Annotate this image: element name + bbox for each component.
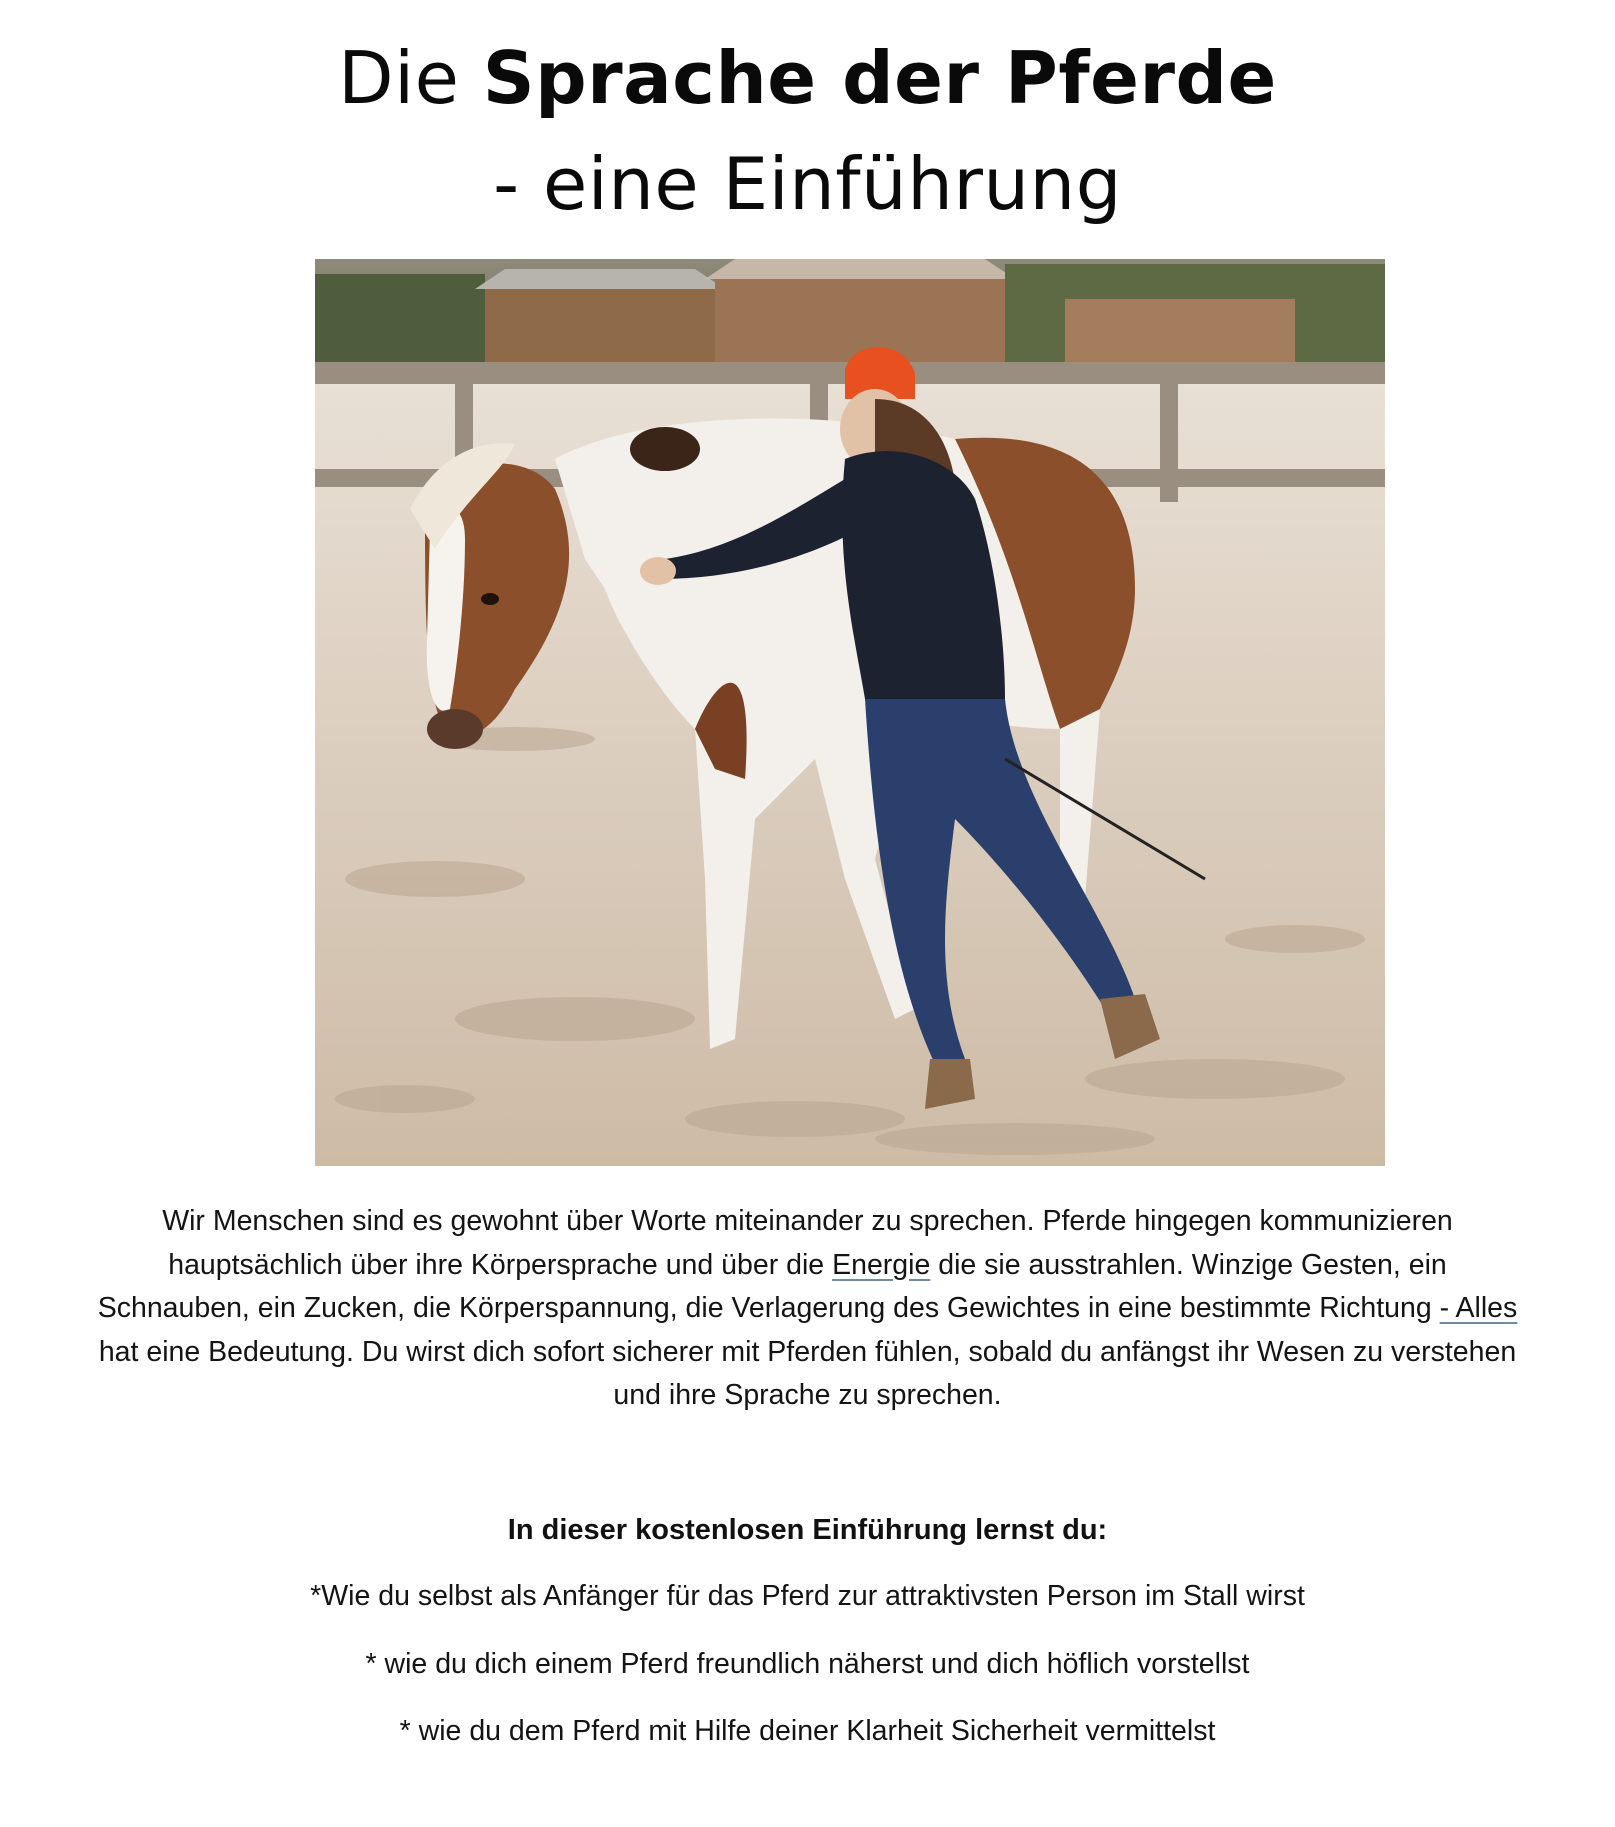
alles-link[interactable]: - Alles <box>1439 1292 1518 1324</box>
intro-text-3: hat eine Bedeutung. Du wirst dich sofort sicherer mit Pferden fühlen, sobald du anfängst ihr Wesen zu verstehen und ihre Sprache zu sprechen. <box>98 1335 1517 1411</box>
energie-link[interactable]: Energie <box>832 1248 931 1281</box>
photo-barn <box>485 284 715 364</box>
title-word-die: Die <box>338 36 460 120</box>
photo-hedge <box>315 274 485 364</box>
page-title-line-1 <box>0 28 1615 128</box>
list-item: * wie du dich einem Pferd freundlich näherst und dich höflich vorstellst <box>365 1648 1250 1680</box>
photo-house <box>715 274 1005 364</box>
intro-text-2: die sie ausstrahlen. Winzige Gesten, ein Schnauben, ein Zucken, die Körperspannung, die Verlagerung des Gewichtes in eine bestimmte Richtung <box>97 1248 1447 1324</box>
title-emphasis: Sprache der Pferde <box>482 36 1277 120</box>
horse-photo <box>315 259 1385 1166</box>
page-title-line-2: - eine Einführung <box>493 142 1122 226</box>
list-item: *Wie du selbst als Anfänger für das Pferd zur attraktivsten Person im Stall wirst <box>310 1580 1305 1612</box>
intro-text-1: Wir Menschen sind es gewohnt über Worte miteinander zu sprechen. Pferde hingegen kommunizieren hauptsächlich über ihre Körpersprache und über die <box>162 1205 1453 1281</box>
list-item: * wie du dem Pferd mit Hilfe deiner Klarheit Sicherheit vermittelst <box>399 1715 1216 1747</box>
list-heading: In dieser kostenlosen Einführung lernst du: <box>507 1514 1108 1546</box>
intro-paragraph <box>90 1200 1525 1418</box>
